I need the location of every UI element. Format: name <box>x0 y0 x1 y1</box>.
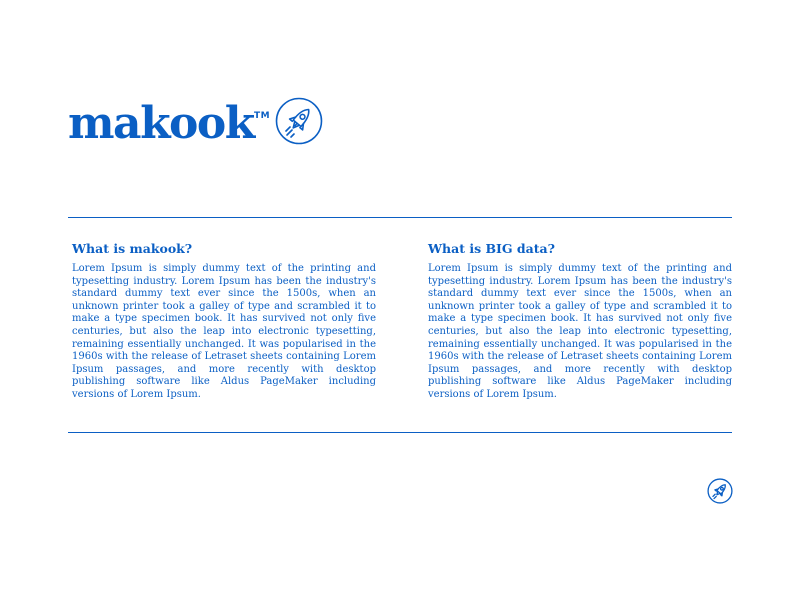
section-what-is-makook <box>72 241 376 402</box>
bottom-divider <box>68 432 732 433</box>
section-body: Lorem Ipsum is simply dummy text of the printing and typesetting industry. Lorem Ipsum has been the industry's standard dummy text ever since the 1500s, when an unknown printer took a galley of type and scrambled it to make a type specimen book. It has survived not only five centuries, but also the leap into electronic typesetting, remaining essentially unchanged. It was popularised in the 1960s with the release of Letraset sheets containing Lorem Ipsum passages, and more recently with desktop publishing software like Aldus PageMaker including versions of Lorem Ipsum. <box>428 263 732 400</box>
trademark-mark: TM <box>254 111 271 121</box>
section-what-is-big-data <box>428 241 732 402</box>
section-title: What is makook? <box>72 241 193 256</box>
brand-wordmark: makook <box>68 98 254 149</box>
footer-rocket-icon <box>707 478 733 504</box>
top-divider <box>68 217 732 218</box>
section-body: Lorem Ipsum is simply dummy text of the printing and typesetting industry. Lorem Ipsum has been the industry's standard dummy text ever since the 1500s, when an unknown printer took a galley of type and scrambled it to make a type specimen book. It has survived not only five centuries, but also the leap into electronic typesetting, remaining essentially unchanged. It was popularised in the 1960s with the release of Letraset sheets containing Lorem Ipsum passages, and more recently with desktop publishing software like Aldus PageMaker including versions of Lorem Ipsum. <box>72 263 376 400</box>
rocket-icon <box>275 97 323 145</box>
section-title: What is BIG data? <box>428 241 555 256</box>
